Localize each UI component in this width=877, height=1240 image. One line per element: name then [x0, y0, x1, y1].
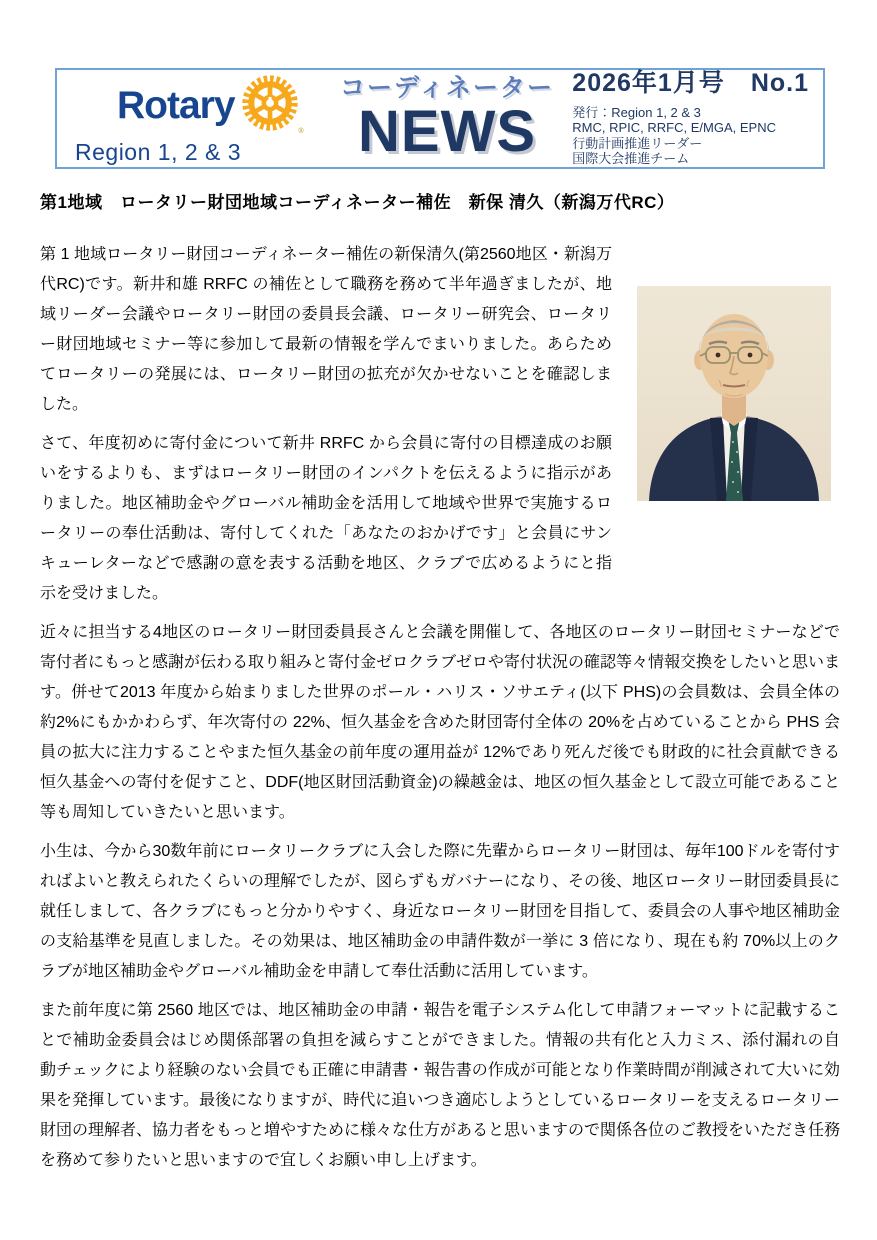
- issue-info: [556, 68, 809, 167]
- article: [40, 188, 840, 1185]
- paragraph-5: また前年度に第 2560 地区では、地区補助金の申請・報告を電子システム化して申請フォーマットに記載することで補助金委員会はじめ関係部署の負担を減らすことができました。情報の共有化と入力ミス、添付漏れの自動チェックにより経験のない会員でも正確に申請書・報告書の作成が可能となり作業時間が削減されて大いに効果を発揮しています。最後になりますが、時代に追いつき適応しようとしているロータリーを支えるロータリー財団の理解者、協力者をもっと増やすために様々な仕方があると思いますので関係各位のご教授をいただき任務を務めて参りたいと思いますので宜しくお願い申し上げます。: [40, 1002, 841, 1169]
- rotary-logo-row: [117, 73, 304, 137]
- issue-date-number: 2026年1月号 No.1: [572, 68, 809, 97]
- paragraph-4: 小生は、今から30数年前にロータリークラブに入会した際に先輩からロータリー財団は、毎年100ドルを寄付すればよいと教えられたくらいの理解でしたが、図らずもガバナーになり、その後、地区ロータリー財団委員長に就任しまして、各クラブにもっと分かりやすく、身近なロータリー財団を目指して、委員会の人事や地区補助金の支給基準を見直しました。その効果は、地区補助金の申請件数が一挙に 3 倍になり、現在も約 70%以上のクラブが地区補助金やグローバル補助金を申請して奉仕活動に活用しています。: [40, 843, 841, 980]
- publisher-line: 行動計画推進リーダー: [572, 135, 703, 151]
- registered-trademark: ®: [298, 128, 304, 135]
- portrait-photo: [637, 286, 831, 501]
- masthead: [338, 74, 556, 164]
- newsletter-header-banner: [55, 68, 825, 169]
- rotary-wordmark: Rotary: [117, 83, 235, 127]
- article-title: 第1地域 ロータリー財団地域コーディネーター補佐 新保 清久（新潟万代RC）: [40, 193, 675, 212]
- article-body: [40, 240, 840, 1176]
- paragraph-3: 近々に担当する4地区のロータリー財団委員長さんと会議を開催して、各地区のロータリー財団セミナーなどで寄付者にもっと感謝が伝わる取り組みと寄付金ゼロクラブゼロや寄付状況の確認等々情報交換をしたいと思います。併せて2013 年度から始まりました世界のポール・ハリス・ソサエティ(以下 PHS)の会員数は、会員全体の約2%にもかかわらず、年次寄付の 22%、恒久基金を含めた財団寄付全体の 20%を占めていることから PHS 会員の拡大に注力することやまた恒久基金の前年度の運用益が 12%であり死んだ後でも財政的に社会貢献できる恒久基金への寄付を促すこと、DDF(地区財団活動資金)の繰越金は、地区の恒久基金として設立可能であること等も周知していきたいと思います。: [40, 624, 840, 821]
- publisher-line: 発行：Region 1, 2 & 3: [572, 104, 701, 120]
- rotary-region-label: Region 1, 2 & 3: [75, 139, 242, 165]
- publisher-line: RMC, RPIC, RRFC, E/MGA, EPNC: [572, 120, 776, 135]
- paragraph-1: 第 1 地域ロータリー財団コーディネーター補佐の新保清久(第2560地区・新潟万代RC)です。新井和雄 RRFC の補佐として職務を務めて半年過ぎましたが、地域リーダー会議やロータリー財団の委員長会議、ロータリー研究会、ロータリー財団地域セミナー等に参加して最新の情報を学んでまいりました。あらためてロータリーの発展には、ロータリー財団の拡充が欠かせないことを確認しました。: [40, 246, 612, 413]
- rotary-wheel-icon: [240, 73, 304, 137]
- rotary-logo: [75, 73, 332, 164]
- masthead-title: NEWS: [358, 99, 537, 164]
- publisher-line: 国際大会推進チーム: [572, 151, 690, 166]
- paragraph-2: さて、年度初めに寄付金について新井 RRFC から会員に寄付の目標達成のお願いをするよりも、まずはロータリー財団のインパクトを伝えるように指示がありました。地区補助金やグローバル補助金を活用して地域や世界で実施するロータリーの奉仕活動は、寄付してくれた「あなたのおかげです」と会員にサンキューレターなどで感謝の意を表する活動を地区、クラブで広めるようにと指示を受けました。: [40, 435, 612, 602]
- masthead-kicker: コーディネーター: [340, 74, 555, 102]
